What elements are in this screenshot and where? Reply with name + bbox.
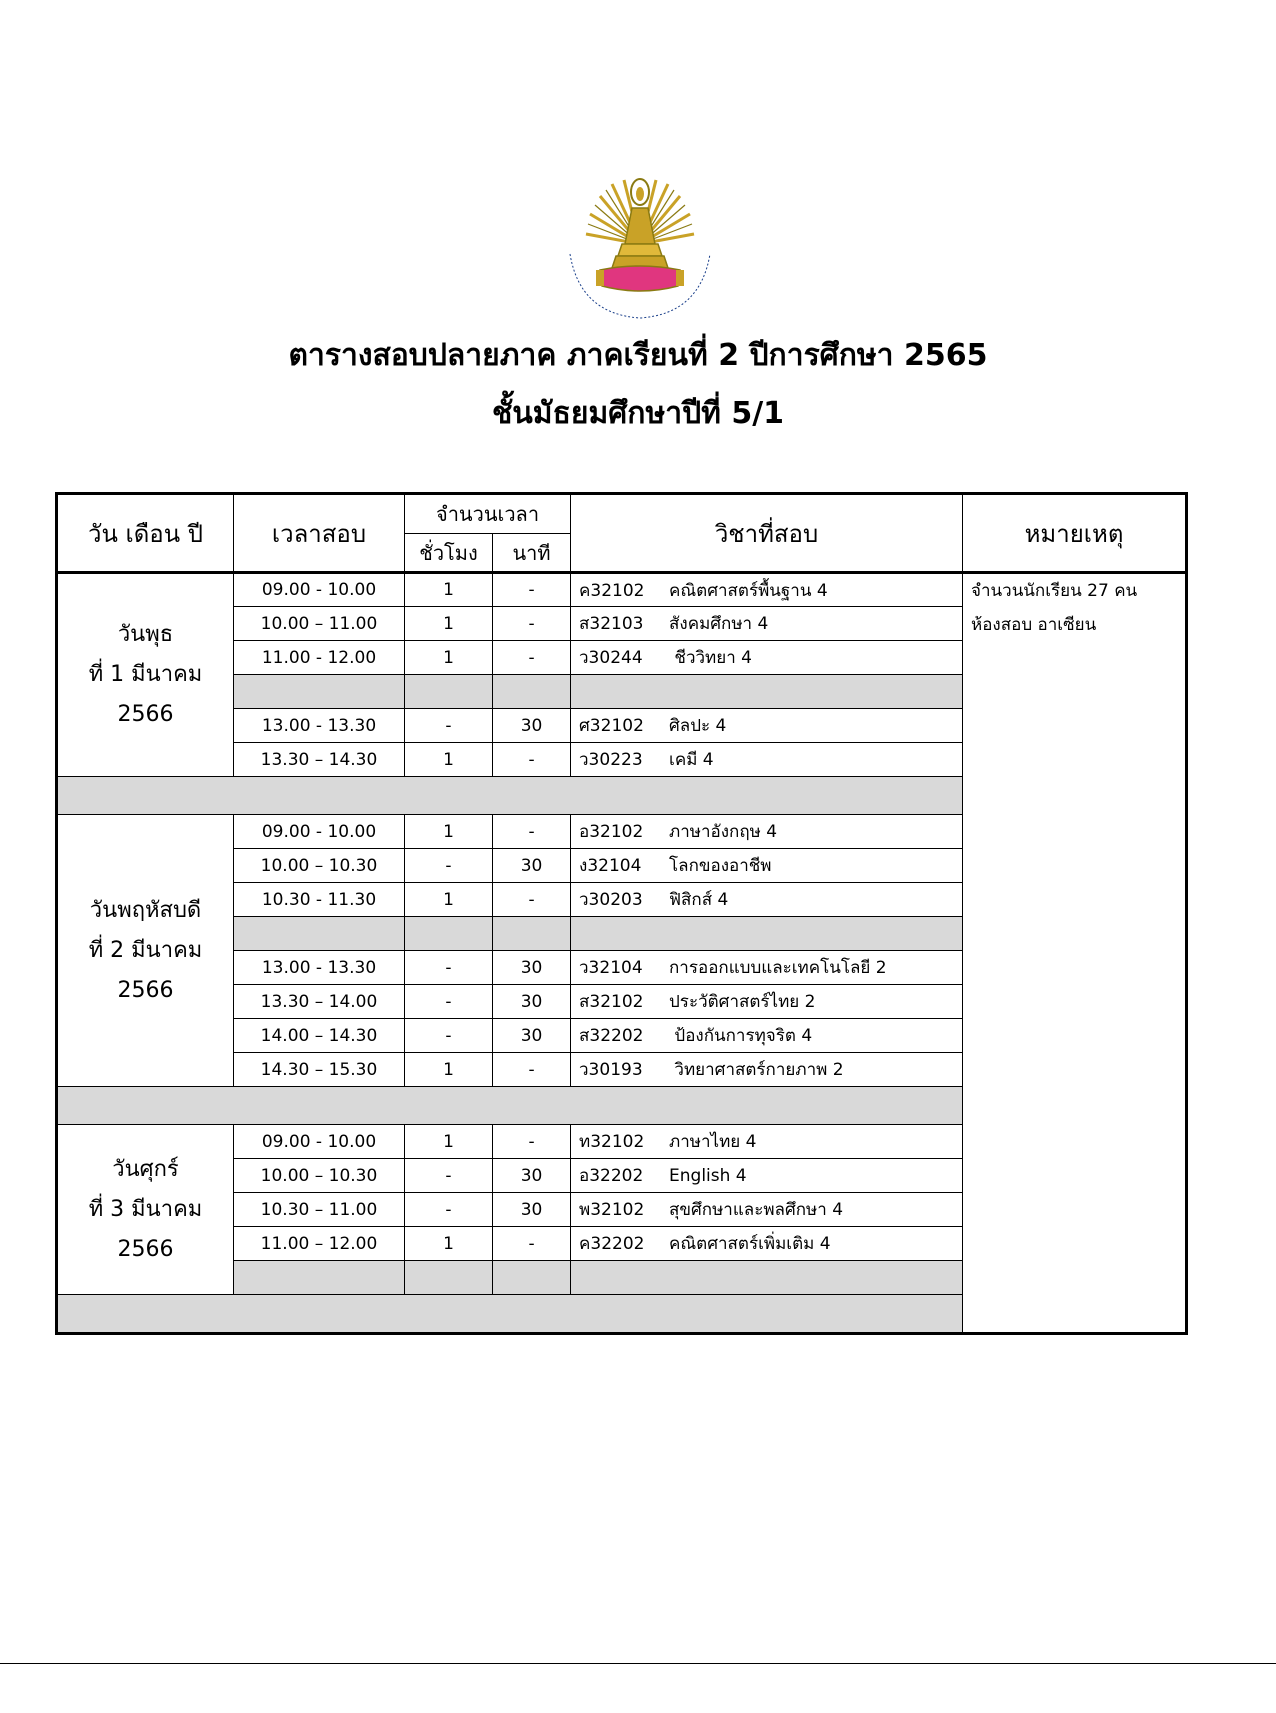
exam-time: 10.00 – 11.00 <box>234 607 405 641</box>
day-label-line: วันศุกร์ <box>112 1156 179 1182</box>
duration-minutes: - <box>493 573 571 607</box>
duration-hours: - <box>405 849 493 883</box>
subject-cell <box>571 1019 963 1053</box>
exam-time: 14.30 – 15.30 <box>234 1053 405 1087</box>
table-header <box>57 494 1187 573</box>
duration-hours: 1 <box>405 1053 493 1087</box>
duration-minutes: - <box>493 607 571 641</box>
subject-code: ท32102 <box>579 1132 645 1152</box>
remark-line: จำนวนนักเรียน 27 คน <box>971 581 1138 601</box>
exam-time: 13.00 - 13.30 <box>234 709 405 743</box>
subject-name: สุขศึกษาและพลศึกษา 4 <box>669 1200 844 1220</box>
exam-time: 13.30 – 14.00 <box>234 985 405 1019</box>
day-label-line: ที่ 1 มีนาคม <box>88 662 203 687</box>
exam-time: 10.00 – 10.30 <box>234 849 405 883</box>
subject-name: โลกของอาชีพ <box>669 856 772 876</box>
remark-line: ห้องสอบ อาเซียน <box>971 615 1097 635</box>
subject-name: English 4 <box>669 1166 747 1186</box>
subject-name: ป้องกันการทุจริต 4 <box>669 1026 813 1046</box>
duration-minutes: - <box>493 1053 571 1087</box>
subject-code: ว30244 <box>579 648 643 668</box>
subject-cell <box>571 1159 963 1193</box>
header-hours: ชั่วโมง <box>405 534 493 573</box>
day-label-line: วันพฤหัสบดี <box>89 897 202 923</box>
duration-hours: 1 <box>405 883 493 917</box>
duration-hours: - <box>405 1159 493 1193</box>
subject-code: ส32103 <box>579 614 644 634</box>
subject-cell <box>571 709 963 743</box>
duration-minutes: 30 <box>493 951 571 985</box>
subject-cell <box>571 1261 963 1295</box>
day-cell <box>57 815 234 1087</box>
subject-cell <box>571 573 963 607</box>
subject-cell <box>571 985 963 1019</box>
day-cell <box>57 1125 234 1295</box>
subject-code: ส32102 <box>579 992 644 1012</box>
duration-minutes: 30 <box>493 709 571 743</box>
subject-cell <box>571 1053 963 1087</box>
subject-cell <box>571 917 963 951</box>
duration-minutes <box>493 1261 571 1295</box>
exam-time: 14.00 – 14.30 <box>234 1019 405 1053</box>
subject-cell <box>571 743 963 777</box>
duration-hours: 1 <box>405 607 493 641</box>
exam-time: 10.30 – 11.00 <box>234 1193 405 1227</box>
exam-time: 09.00 - 10.00 <box>234 1125 405 1159</box>
subject-cell <box>571 951 963 985</box>
duration-hours: 1 <box>405 641 493 675</box>
separator-cell <box>57 1295 963 1334</box>
day-label-line: ที่ 3 มีนาคม <box>88 1196 203 1222</box>
subject-name: การออกแบบและเทคโนโลยี 2 <box>669 958 887 978</box>
day-cell <box>57 573 234 777</box>
duration-hours: 1 <box>405 1227 493 1261</box>
subject-code: ง32104 <box>579 856 642 876</box>
exam-time: 09.00 - 10.00 <box>234 573 405 607</box>
duration-minutes: 30 <box>493 985 571 1019</box>
subject-code: ส32202 <box>579 1026 644 1046</box>
duration-minutes: - <box>493 1227 571 1261</box>
exam-time: 11.00 - 12.00 <box>234 641 405 675</box>
duration-hours: - <box>405 951 493 985</box>
subject-code: ค32102 <box>579 580 645 601</box>
footer-divider <box>0 1663 1276 1664</box>
school-emblem-icon <box>560 174 720 322</box>
subject-name: ภาษาอังกฤษ 4 <box>669 822 778 842</box>
duration-minutes <box>493 917 571 951</box>
subject-cell <box>571 607 963 641</box>
exam-schedule-table <box>55 492 1188 1335</box>
subject-name: คณิตศาสตร์เพิ่มเติม 4 <box>669 1234 831 1254</box>
document-subtitle: ชั้นมัธยมศึกษาปีที่ 5/1 <box>491 396 785 431</box>
exam-time: 13.30 – 14.30 <box>234 743 405 777</box>
subject-cell <box>571 1193 963 1227</box>
header-subject: วิชาที่สอบ <box>571 494 963 573</box>
exam-time <box>234 675 405 709</box>
subject-code: ศ32102 <box>579 716 644 736</box>
subject-code: ว30193 <box>579 1060 643 1080</box>
subject-code: ว30223 <box>579 750 643 770</box>
subject-name: ฟิสิกส์ 4 <box>669 890 729 910</box>
subject-code: พ32102 <box>579 1200 645 1220</box>
day-label-line: 2566 <box>117 702 174 727</box>
duration-hours: - <box>405 1193 493 1227</box>
day-label-line: 2566 <box>117 1236 174 1262</box>
separator-cell <box>57 777 963 815</box>
subject-cell <box>571 675 963 709</box>
remark-cell <box>963 573 1187 1334</box>
duration-hours: 1 <box>405 743 493 777</box>
subject-cell <box>571 1227 963 1261</box>
subject-code: อ32202 <box>579 1166 644 1186</box>
exam-time <box>234 1261 405 1295</box>
exam-time: 10.00 – 10.30 <box>234 1159 405 1193</box>
duration-minutes: - <box>493 641 571 675</box>
subject-name: ชีววิทยา 4 <box>669 648 752 668</box>
duration-minutes: - <box>493 883 571 917</box>
day-label-line: 2566 <box>117 977 174 1003</box>
separator-cell <box>57 1087 963 1125</box>
duration-minutes: - <box>493 815 571 849</box>
exam-time: 13.00 - 13.30 <box>234 951 405 985</box>
duration-minutes: - <box>493 743 571 777</box>
duration-hours: - <box>405 985 493 1019</box>
duration-hours <box>405 1261 493 1295</box>
subject-cell <box>571 1125 963 1159</box>
header-date: วัน เดือน ปี <box>57 494 234 573</box>
duration-hours: 1 <box>405 573 493 607</box>
exam-time: 10.30 - 11.30 <box>234 883 405 917</box>
duration-minutes: 30 <box>493 1019 571 1053</box>
subject-cell <box>571 641 963 675</box>
subject-name: ประวัติศาสตร์ไทย 2 <box>669 992 816 1012</box>
exam-time: 09.00 - 10.00 <box>234 815 405 849</box>
subject-code: ว32104 <box>579 958 643 978</box>
subject-cell <box>571 849 963 883</box>
subject-name: คณิตศาสตร์พื้นฐาน 4 <box>669 580 828 601</box>
duration-minutes: - <box>493 1125 571 1159</box>
duration-minutes: 30 <box>493 1193 571 1227</box>
header-remark: หมายเหตุ <box>963 494 1187 573</box>
duration-hours: - <box>405 1019 493 1053</box>
table-body <box>57 573 1187 1334</box>
header-minutes: นาที <box>493 534 571 573</box>
subject-name: สังคมศึกษา 4 <box>669 614 769 634</box>
table-row <box>57 573 1187 607</box>
subject-name: เคมี 4 <box>669 750 714 770</box>
day-label-line: วันพุธ <box>117 622 174 647</box>
document-title: ตารางสอบปลายภาค ภาคเรียนที่ 2 ปีการศึกษา 2565 <box>288 338 988 373</box>
duration-hours: 1 <box>405 1125 493 1159</box>
subject-name: ภาษาไทย 4 <box>669 1132 757 1152</box>
exam-time: 11.00 – 12.00 <box>234 1227 405 1261</box>
duration-hours <box>405 675 493 709</box>
subject-code: ว30203 <box>579 890 643 910</box>
subject-code: ค32202 <box>579 1234 645 1254</box>
header-time: เวลาสอบ <box>234 494 405 573</box>
duration-minutes: 30 <box>493 1159 571 1193</box>
subject-name: วิทยาศาสตร์กายภาพ 2 <box>669 1060 844 1080</box>
subject-code: อ32102 <box>579 822 644 842</box>
duration-minutes: 30 <box>493 849 571 883</box>
subject-cell <box>571 815 963 849</box>
duration-hours <box>405 917 493 951</box>
header-duration: จำนวนเวลา <box>405 494 571 534</box>
duration-hours: - <box>405 709 493 743</box>
subject-name: ศิลปะ 4 <box>669 716 727 736</box>
duration-hours: 1 <box>405 815 493 849</box>
duration-minutes <box>493 675 571 709</box>
subject-cell <box>571 883 963 917</box>
exam-time <box>234 917 405 951</box>
day-label-line: ที่ 2 มีนาคม <box>88 937 203 963</box>
